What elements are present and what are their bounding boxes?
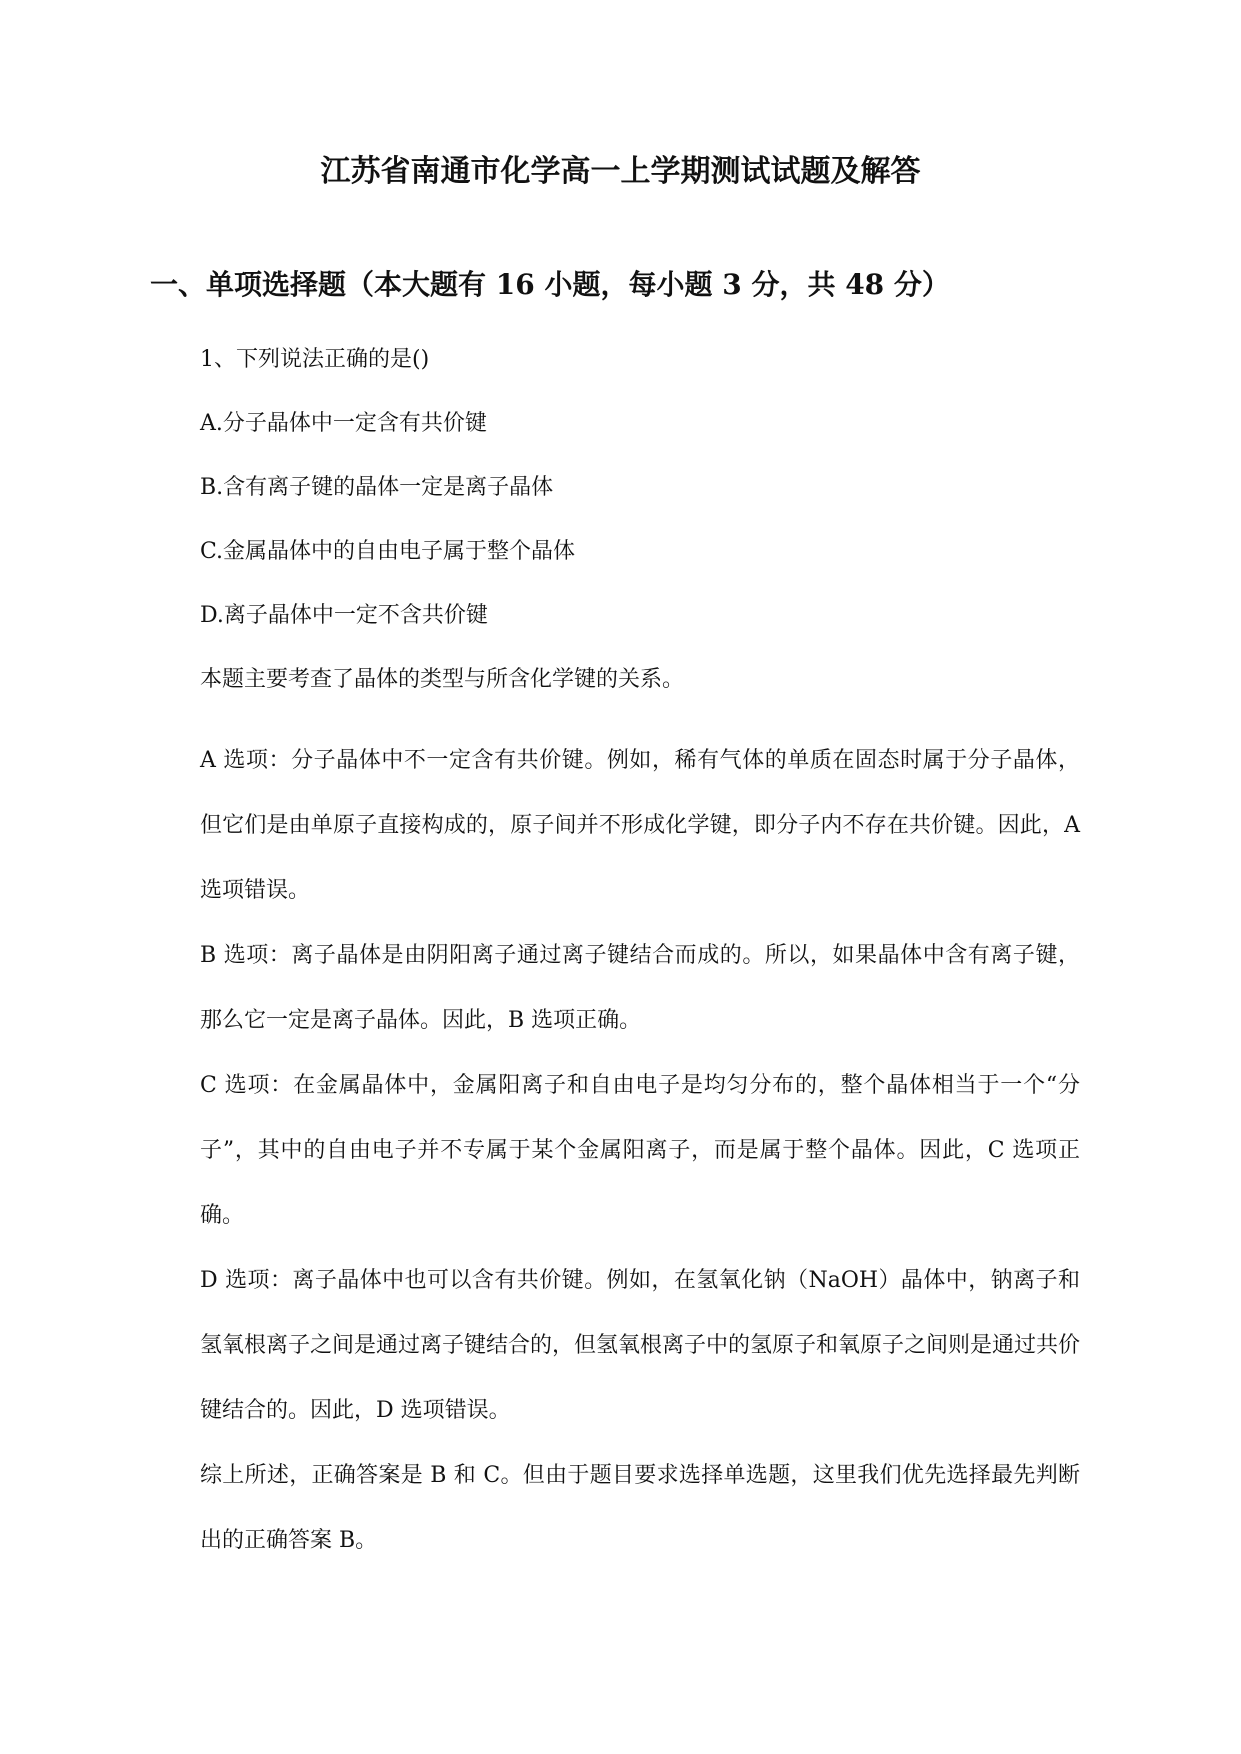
- solution-a: A 选项：分子晶体中不一定含有共价键。例如，稀有气体的单质在固态时属于分子晶体，但它们是由单原子直接构成的，原子间并不形成化学键，即分子内不存在共价键。因此，A 选项错误。: [200, 748, 1080, 903]
- document-title: 江苏省南通市化学高一上学期测试试题及解答: [320, 154, 921, 189]
- option-c: C.金属晶体中的自由电子属于整个晶体: [200, 539, 576, 564]
- solution-intro: 本题主要考查了晶体的类型与所含化学键的关系。: [200, 667, 685, 692]
- option-d: D.离子晶体中一定不含共价键: [200, 603, 488, 628]
- question-block: [200, 344, 1080, 1573]
- solution-conclusion: 综上所述，正确答案是 B 和 C。但由于题目要求选择单选题，这里我们优先选择最先判断出的正确答案 B。: [200, 1463, 1080, 1553]
- solution-b: B 选项：离子晶体是由阴阳离子通过离子键结合而成的。所以，如果晶体中含有离子键，那么它一定是离子晶体。因此，B 选项正确。: [200, 943, 1080, 1033]
- option-a: A.分子晶体中一定含有共价键: [200, 411, 487, 436]
- solution-d: D 选项：离子晶体中也可以含有共价键。例如，在氢氧化钠（NaOH）晶体中，钠离子和氢氧根离子之间是通过离子键结合的，但氢氧根离子中的氢原子和氧原子之间则是通过共价键结合的。因此，D 选项错误。: [200, 1268, 1081, 1423]
- question-stem: 1、下列说法正确的是(): [200, 347, 430, 372]
- solution-c: C 选项：在金属晶体中，金属阳离子和自由电子是均匀分布的，整个晶体相当于一个“分子”，其中的自由电子并不专属于某个金属阳离子，而是属于整个晶体。因此，C 选项正确。: [200, 1073, 1080, 1228]
- section-heading: 一、单项选择题（本大题有 16 小题，每小题 3 分，共 48 分）: [150, 268, 950, 301]
- option-b: B.含有离子键的晶体一定是离子晶体: [200, 475, 554, 500]
